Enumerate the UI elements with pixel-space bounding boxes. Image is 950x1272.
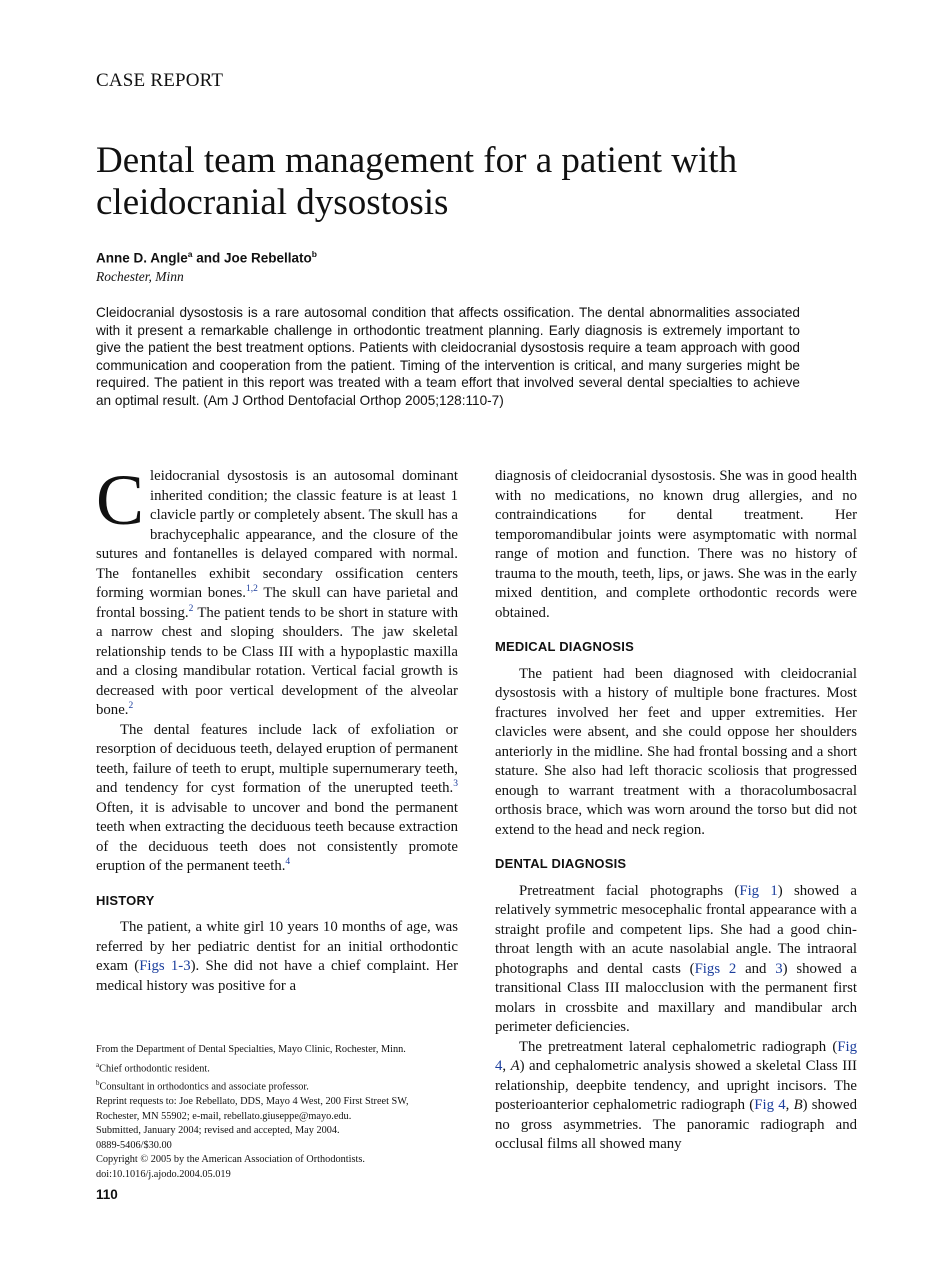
page-number: 110: [96, 1187, 118, 1202]
intro-text-2: The skull can have parietal and frontal bossing.: [96, 585, 459, 621]
article-title: Dental team management for a patient with cleidocranial dysostosis: [96, 140, 738, 223]
figure-link[interactable]: Fig 4: [495, 1038, 857, 1074]
dental2-text-1: The pretreatment lateral cephalometric radiograph (: [519, 1038, 838, 1055]
drop-cap: C: [96, 460, 145, 540]
intro-text-1: leidocranial dysostosis is an autosomal dominant inherited condition; the classic feature is at least 1 clavicle partly or completely absent. The skull has a brachycephalic appearance, and the closure of the sutures and fontanelles is delayed compared with normal. The fontanelles exhibit secondary ossification centers forming wormian bones.: [96, 468, 458, 601]
history-heading: HISTORY: [96, 892, 155, 908]
dental1-text-3: and: [736, 960, 776, 977]
medical-diagnosis-heading: MEDICAL DIAGNOSIS: [495, 639, 634, 654]
footnote-reprint-line-2: Rochester, MN 55902; e-mail, rebellato.giuseppe@mayo.edu.: [96, 1110, 352, 1122]
history-text-1: The patient, a white girl 10 years 10 months of age, was referred by her pediatric dentist for an initial orthodontic exam (: [96, 919, 458, 974]
dental-diagnosis-heading: DENTAL DIAGNOSIS: [495, 856, 627, 871]
dental-diagnosis-paragraph-2: [495, 1038, 857, 1155]
intro-text-3: The patient tends to be short in stature with a narrow chest and sloping shoulders. The jaw skeletal relationship tends to be Class III with a hypoplastic maxilla and a closing mandibular rotation. Vertical facial growth is decreased with poor vertical development of the alveolar bone.: [96, 604, 459, 718]
footnote-mark-b: b: [96, 1079, 100, 1088]
dental1-text-4: ) showed a transitional Class III malocclusion with the permanent first molars in crossbite and maxillary and mandibular arch perimeter deficiencies.: [495, 960, 857, 1035]
intro-paragraph-1: [96, 460, 459, 721]
footnote-doi[interactable]: doi:10.1016/j.ajodo.2004.05.019: [96, 1168, 231, 1180]
dental2-text-5: ) showed no gross asymmetries. The panoramic radiograph and occlusal films all showed many: [495, 1097, 858, 1152]
dental-diagnosis-paragraph-1: [495, 882, 857, 1038]
footnote-a: [96, 1058, 466, 1077]
affiliation-mark-a: a: [187, 249, 193, 259]
citation-link[interactable]: 3: [453, 779, 458, 790]
citation-link[interactable]: 2: [188, 603, 194, 614]
figure-link[interactable]: Fig 1: [739, 882, 778, 899]
right-column: [495, 467, 857, 1155]
dental2-text-4: ,: [785, 1097, 794, 1113]
dental2-text-2: ,: [502, 1058, 511, 1074]
footnote-a-text: Chief orthodontic resident.: [99, 1062, 210, 1074]
intro-paragraph-2: [96, 721, 458, 877]
section-label: CASE REPORT: [96, 70, 224, 91]
figure-link[interactable]: Figs 1-3: [139, 958, 191, 974]
history-text-2: ). She did not have a chief complaint. Her medical history was positive for a: [96, 958, 459, 994]
footnote-reprint-line-1: Reprint requests to: Joe Rebellato, DDS, Mayo 4 West, 200 First Street SW,: [96, 1096, 409, 1108]
intro2-text-2: Often, it is advisable to uncover and bond the permanent teeth when extracting the deciduous teeth because extraction of the deciduous teeth does not consistently promote eruption of the permanent teeth.: [96, 799, 458, 874]
medical-diagnosis-paragraph: The patient had been diagnosed with cleidocranial dysostosis with a history of multiple bone fractures. Most fractures involved her feet and upper extremities. Her clavicles were absent, and she could oppose her shoulders anteriorly in the midline. She had frontal bossing and a short stature. She also had left thoracic scoliosis that progressed enough to warrant treatment with a thoracolumbosacral orthosis brace, which was worn around the torso but did not extend to the head and neck region.: [495, 665, 857, 838]
citation-link[interactable]: 1,2: [245, 584, 258, 595]
footnote-affiliation: From the Department of Dental Specialties, Mayo Clinic, Rochester, Minn.: [96, 1044, 406, 1055]
figure-link[interactable]: Figs 2: [694, 960, 737, 977]
author-conjunction: and: [192, 250, 225, 266]
history-paragraph: [96, 918, 458, 996]
author-rebellato: Joe Rebellato: [224, 250, 312, 266]
citation-link[interactable]: 2: [128, 701, 134, 712]
footnote-b: [96, 1076, 466, 1095]
dental1-text-1: Pretreatment facial photographs (: [519, 882, 740, 899]
left-column: [96, 460, 459, 996]
author-location: Rochester, Minn: [96, 269, 184, 284]
panel-label-a: A: [510, 1058, 520, 1074]
footnotes: [96, 1043, 466, 1182]
footnote-b-text: Consultant in orthodontics and associate professor.: [99, 1081, 309, 1093]
figure-link[interactable]: 3: [775, 960, 783, 977]
footnote-price: 0889-5406/$30.00: [96, 1139, 172, 1151]
author-angle: Anne D. Angle: [96, 250, 188, 266]
footnote-submitted: Submitted, January 2004; revised and accepted, May 2004.: [96, 1125, 340, 1137]
panel-label-b: B: [793, 1097, 803, 1113]
dental2-text-3: ) and cephalometric analysis showed a skeletal Class III relationship, deepbite tendency, and upright incisors. The posterioanterior cephalometric radiograph (: [495, 1058, 857, 1113]
footnote-mark-a: a: [96, 1060, 100, 1069]
intro2-text-1: The dental features include lack of exfoliation or resorption of deciduous teeth, delayed eruption of permanent teeth, failure of teeth to erupt, multiple supernumerary teeth, and tendency for cyst formation of the unerupted teeth.: [96, 721, 458, 796]
author-list: [96, 249, 317, 266]
continued-paragraph: diagnosis of cleidocranial dysostosis. She was in good health with no medications, no known drug allergies, and no contraindications for dental treatment. Her temporomandibular joints were asymptomatic with normal range of motion and function. There was no history of trauma to the mouth, teeth, lips, or jaws. She was in the early mixed dentition, and complete orthodontic records were obtained.: [495, 468, 857, 621]
footnote-copyright: Copyright © 2005 by the American Association of Orthodontists.: [96, 1154, 365, 1166]
figure-link[interactable]: Fig 4: [754, 1097, 786, 1113]
affiliation-mark-b: b: [311, 249, 317, 259]
citation-link[interactable]: 4: [285, 857, 291, 868]
dental1-text-2: ) showed a relatively symmetric mesocephalic frontal appearance with a straight profile and competent lips. She had a good chin-throat length with an acute nasolabial angle. The intraoral photographs and dental casts (: [495, 882, 857, 977]
abstract: Cleidocranial dysostosis is a rare autosomal condition that affects ossification. The dental abnormalities associated with it present a remarkable challenge in orthodontic treatment planning. Early diagnosis is extremely important to give the patient the best treatment options. Patients with cleidocranial dysostosis require a team approach with good communication and cooperation from the patient. Timing of the intervention is critical, and many surgeries might be required. The patient in this report was treated with a team effort that involved several dental specialties to achieve an optimal result. (Am J Orthod Dentofacial Orthop 2005;128:110-7): [96, 305, 800, 408]
